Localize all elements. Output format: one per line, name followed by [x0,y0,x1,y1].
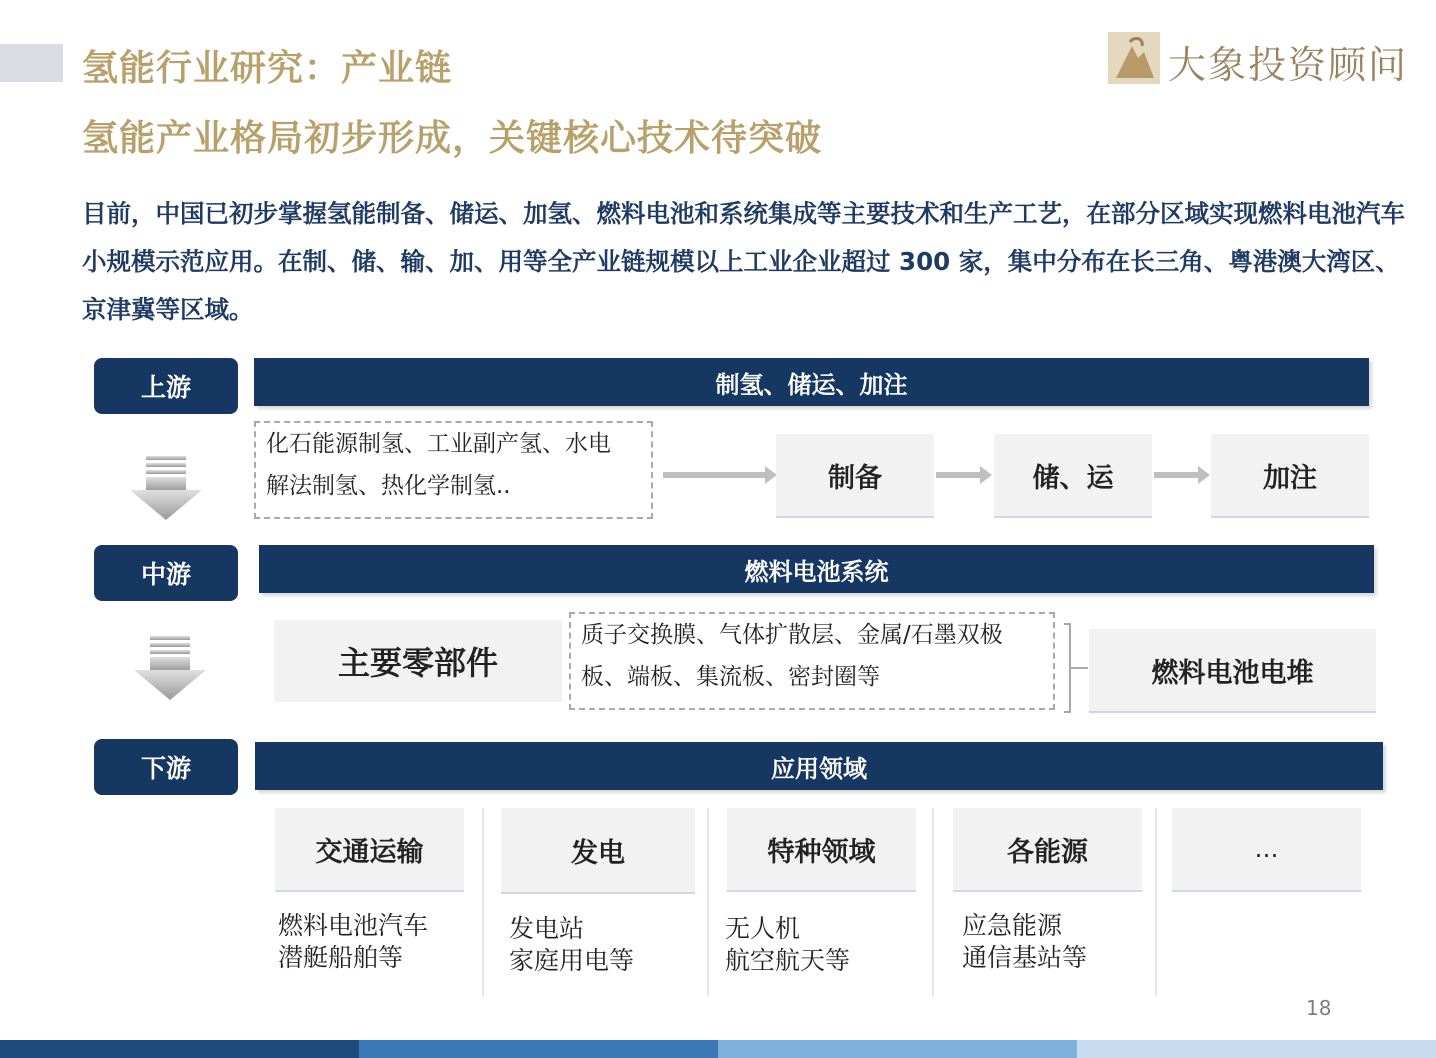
example-line: 发电站 [509,914,585,943]
component-line: 质子交换膜、气体扩散层、金属/石墨双极 [581,622,1003,648]
intro-paragraph: 目前，中国已初步掌握氢能制备、储运、加氢、燃料电池和系统集成等主要技术和生产工艺，在部分区域实现燃料电池汽车小规模示范应用。在制、储、输、加、用等全产业链规模以上工业企业超过 300 家，集中分布在长三角、粤港澳大湾区、京津冀等区域。 [82,199,1405,324]
stage-label-downstream: 下游 [94,739,238,795]
divider [482,808,484,996]
page-title: 氢能行业研究：产业链 [82,48,453,89]
footer-stripe [1077,1040,1436,1058]
example-line: 航空航天等 [725,946,851,975]
divider [1155,808,1157,996]
app-special-examples [725,913,850,977]
divider [932,808,934,996]
app-special-fields: 特种领域 [727,808,916,892]
app-power-generation: 发电 [501,808,695,894]
example-line: 无人机 [725,914,801,943]
step-refueling: 加注 [1211,434,1369,518]
step-production: 制备 [776,434,934,518]
page-subtitle: 氢能产业格局初步形成，关键核心技术待突破 [82,118,823,159]
midstream-bar: 燃料电池系统 [259,545,1374,593]
elephant-logo-icon [1108,32,1160,84]
method-line: 化石能源制氢、工业副产氢、水电 [266,431,611,457]
logo-text: 大象投资顾问 [1168,43,1409,87]
stage-label-midstream: 中游 [94,545,238,601]
app-transport: 交通运输 [275,808,464,892]
divider [707,808,709,996]
footer-stripe [718,1040,1077,1058]
title-decoration [0,44,63,82]
bracket-connector [1060,622,1090,714]
company-logo [1108,30,1408,86]
example-line: 家庭用电等 [509,946,635,975]
example-line: 潜艇船舶等 [278,943,404,972]
step-storage-transport: 储、运 [994,434,1152,518]
method-line: 解法制氢、热化学制氢.. [266,473,511,499]
fuel-cell-stack: 燃料电池电堆 [1089,629,1376,713]
app-transport-examples [278,910,428,974]
component-list [569,612,1055,710]
example-line: 通信基站等 [962,943,1088,972]
upstream-bar: 制氢、储运、加注 [254,358,1369,406]
footer-stripe [359,1040,718,1058]
example-line: 燃料电池汽车 [278,911,429,940]
app-energy: 各能源 [953,808,1142,892]
app-energy-examples [962,910,1087,974]
component-line: 板、端板、集流板、密封圈等 [581,664,880,690]
hydrogen-production-methods [254,421,653,519]
app-more: … [1172,808,1361,892]
down-arrow-icon [128,450,204,526]
page-number: 18 [1306,996,1332,1020]
stage-label-upstream: 上游 [94,358,238,414]
footer-stripe [0,1040,359,1058]
example-line: 应急能源 [962,911,1063,940]
flow-arrow-icon [936,472,982,478]
main-components-title: 主要零部件 [274,620,562,702]
flow-arrow-icon [1154,472,1200,478]
flow-arrow-icon [663,472,767,478]
app-power-examples [509,913,634,977]
down-arrow-icon [132,630,208,706]
downstream-bar: 应用领域 [255,742,1383,790]
